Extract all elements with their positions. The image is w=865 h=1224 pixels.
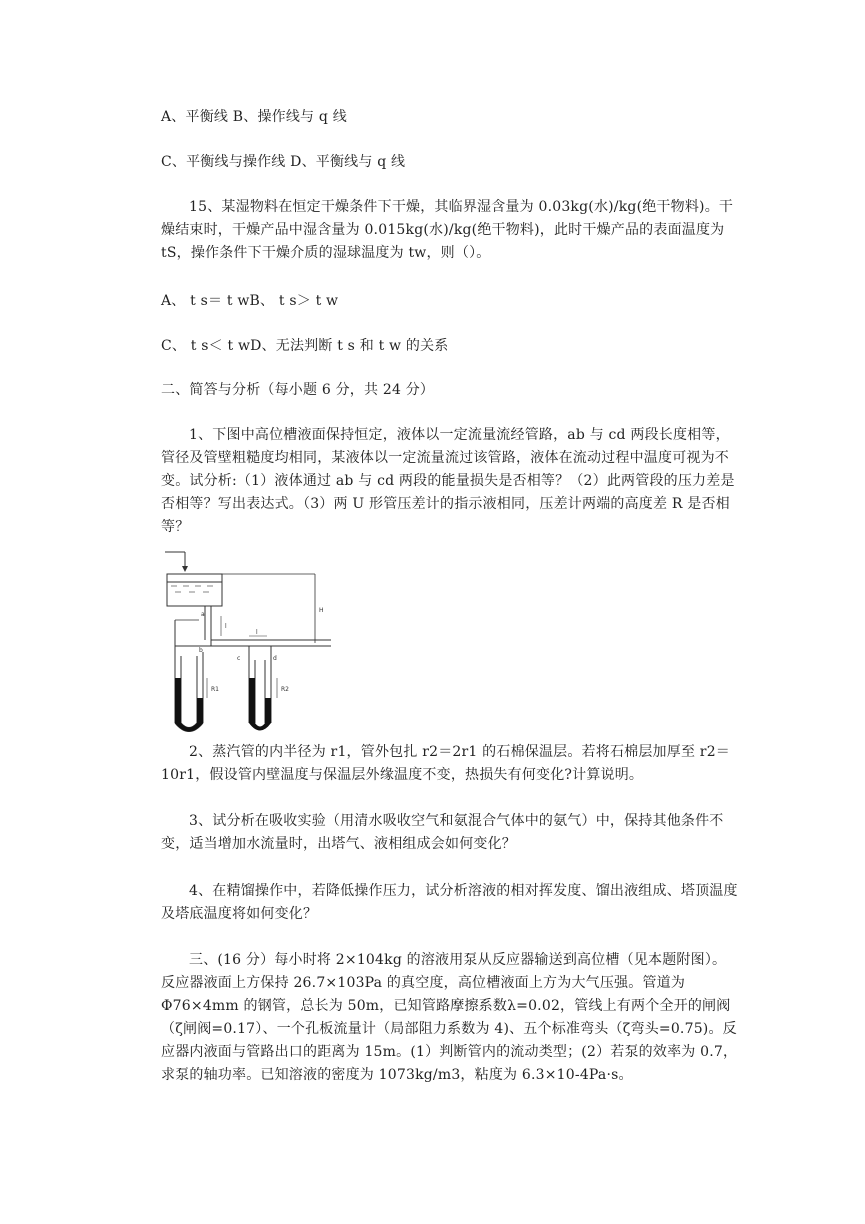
option-line-ab: A、平衡线 B、操作线与 q 线 [161, 109, 347, 125]
question-2-3: 3、试分析在吸收实验（用清水吸收空气和氨混合气体中的氨气）中，保持其他条件不变，适当增加水流量时，出塔气、液相组成会如何变化？ [161, 813, 724, 852]
option-line-cd: C、平衡线与操作线 D、平衡线与 q 线 [161, 154, 406, 170]
svg-text:d: d [273, 655, 277, 662]
svg-text:c: c [237, 655, 241, 662]
svg-text:b: b [199, 647, 203, 654]
svg-text:R2: R2 [281, 686, 289, 693]
section-2-heading: 二、简答与分析（每小题 6 分，共 24 分） [161, 382, 435, 398]
question-2-4: 4、在精馏操作中，若降低操作压力，试分析溶液的相对挥发度、馏出液组成、塔顶温度及塔底温度将如何变化？ [161, 883, 738, 922]
svg-text:H: H [319, 607, 324, 614]
q15-option-ab: A、 t s＝ t wB、 t s＞ t w [161, 293, 339, 309]
question-2-2: 2、蒸汽管的内半径为 r1，管外包扎 r2＝2r1 的石棉保温层。若将石棉层加厚至 r2＝10r1，假设管内壁温度与保温层外缘温度不变，热损失有何变化?计算说明。 [161, 744, 731, 783]
question-15: 15、某湿物料在恒定干燥条件下干燥，其临界湿含量为 0.03kg(水)/kg(绝干物料)。干燥结束时，干燥产品中湿含量为 0.015kg(水)/kg(绝干物料)，此时干燥产品的表面温度为 tS，操作条件下干燥介质的湿球温度为 tw，则（）。 [161, 199, 734, 261]
pipe-system-figure [155, 548, 340, 736]
svg-text:a: a [201, 611, 205, 618]
question-2-1: 1、下图中高位槽液面保持恒定，液体以一定流量流经管路，ab 与 cd 两段长度相等，管径及管壁粗糙度均相同，某液体以一定流量流过该管路，液体在流动过程中温度可视为不变。试分析:（1）液体通过 ab 与 cd 两段的能量损失是否相等？（2）此两管段的压力差是否相等？写出表达式。（3）两 U 形管压差计的指示液相同，压差计两端的高度差 R 是否相等？ [161, 427, 735, 535]
svg-text:R1: R1 [211, 686, 219, 693]
svg-text:l: l [225, 623, 227, 630]
section-3-problem: 三、(16 分）每小时将 2×104kg 的溶液用泵从反应器输送到高位槽（见本题附图）。反应器液面上方保持 26.7×103Pa 的真空度，高位槽液面上方为大气压强。管道为Φ76×4mm 的钢管，总长为 50m，已知管路摩擦系数λ=0.02，管线上有两个全开的闸阀（ζ闸阀=0.17）、一个孔板流量计（局部阻力系数为 4)、五个标准弯头（ζ弯头=0.75)。反应器内液面与管路出口的距离为 15m。(1）判断管内的流动类型；(2）若泵的效率为 0.7，求泵的轴功率。已知溶液的密度为 1073kg/m3，粘度为 6.3×10-4Pa·s。 [161, 952, 738, 1083]
svg-text:l: l [256, 629, 258, 636]
q15-option-cd: C、 t s＜ t wD、无法判断 t s 和 t w 的关系 [161, 338, 449, 354]
